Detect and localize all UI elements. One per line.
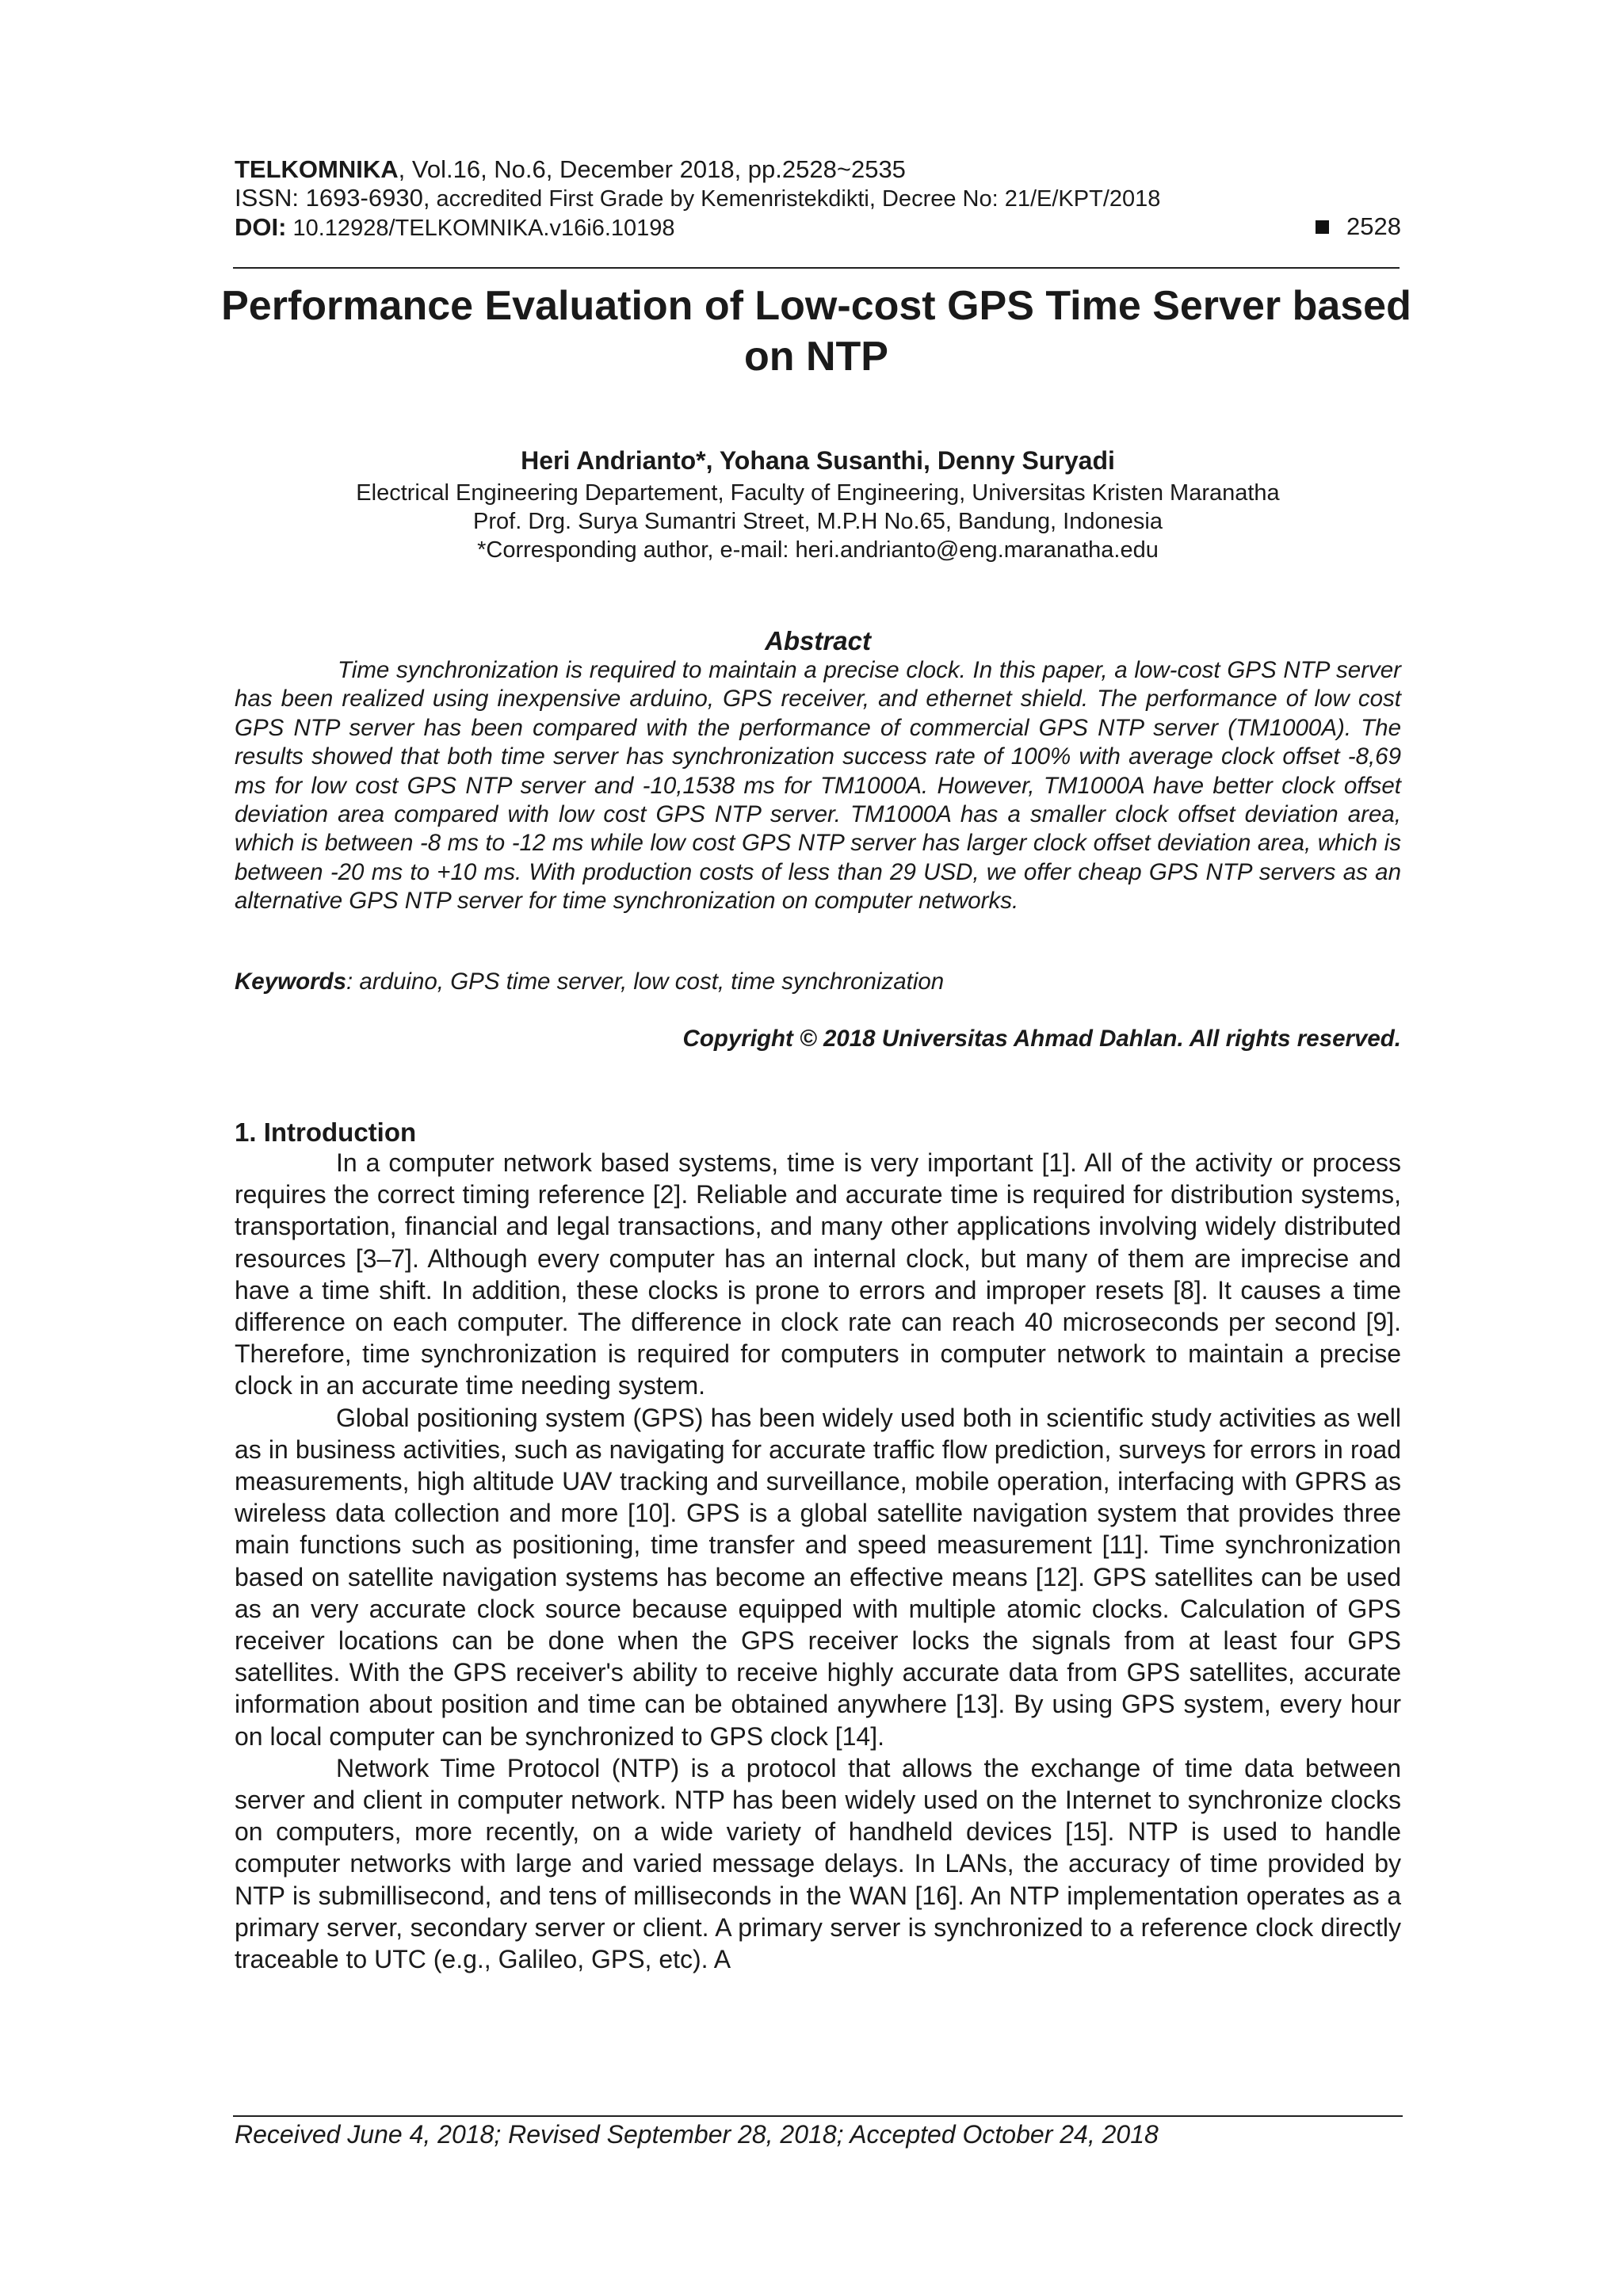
journal-header — [235, 155, 1401, 243]
doi-label: DOI: — [235, 213, 287, 241]
doi-value: 10.12928/TELKOMNIKA.v16i6.10198 — [286, 216, 675, 241]
body-paragraph: In a computer network based systems, time is very important [1]. All of the activity or process requires the correct timing reference [2]. Reliable and accurate time is required for distribution systems, transportation, financial and legal transactions, and many other applications involving widely distributed resources [3–7]. Although every computer has an internal clock, but many of them are imprecise and have a time shift. In addition, these clocks is prone to errors and improper resets [8]. It causes a time difference on each computer. The difference in clock rate can reach 40 microseconds per second [9]. Therefore, time synchronization is required for computers in computer network to maintain a precise clock in an accurate time needing system. — [235, 1148, 1401, 1400]
page-number-block — [1316, 212, 1401, 241]
keywords — [235, 968, 1401, 995]
issn-line — [235, 184, 1401, 213]
affiliation — [235, 479, 1401, 564]
affiliation-line: Prof. Drg. Surya Sumantri Street, M.P.H No.65, Bandung, Indonesia — [473, 509, 1163, 534]
keywords-text: : arduino, GPS time server, low cost, time synchronization — [346, 968, 945, 995]
journal-name: TELKOMNIKA — [235, 155, 399, 183]
square-bullet-icon — [1316, 220, 1329, 234]
header-divider — [233, 267, 1400, 269]
keywords-label: Keywords — [235, 968, 346, 995]
authors: Heri Andrianto*, Yohana Susanthi, Denny Suryadi — [521, 446, 1115, 475]
body-paragraph: Network Time Protocol (NTP) is a protocol that allows the exchange of time data between server and client in computer network. NTP has been widely used on the Internet to synchronize clocks on computers, more recently, on a wide variety of handheld devices [15]. NTP is used to handle computer networks with large and varied message delays. In LANs, the accuracy of time provided by NTP is submillisecond, and tens of milliseconds in the WAN [16]. An NTP implementation operates as a primary server, secondary server or client. A primary server is synchronized to a reference clock directly traceable to UTC (e.g., Galileo, GPS, etc). A — [235, 1753, 1401, 1974]
affiliation-line: Electrical Engineering Departement, Faculty of Engineering, Universitas Kristen Maranatha — [356, 480, 1280, 506]
abstract-heading: Abstract — [765, 626, 871, 655]
accreditation: accredited First Grade by Kemenristekdikti, Decree No: 21/E/KPT/2018 — [430, 186, 1161, 212]
copyright: Copyright © 2018 Universitas Ahmad Dahlan. All rights reserved. — [682, 1026, 1401, 1052]
page-number: 2528 — [1346, 212, 1401, 240]
corresponding-author: *Corresponding author, e-mail: heri.andrianto@eng.maranatha.edu — [477, 537, 1159, 563]
section-body — [235, 1147, 1401, 1975]
section-heading: 1. Introduction — [235, 1117, 417, 1147]
journal-line — [235, 155, 1401, 184]
paper-title: Performance Evaluation of Low-cost GPS Time Server based on NTP — [221, 283, 1411, 380]
body-paragraph: Global positioning system (GPS) has been widely used both in scientific study activities as well as in business activities, such as navigating for accurate traffic flow prediction, surveys for errors in road measurements, high altitude UAV tracking and surveillance, mobile operation, interfacing with GPRS as wireless data collection and more [10]. GPS is a global satellite navigation system that provides three main functions such as positioning, time transfer and speed measurement [11]. Time synchronization based on satellite navigation systems has become an effective means [12]. GPS satellites can be used as an very accurate clock source because equipped with multiple atomic clocks. Calculation of GPS receiver locations can be done when the GPS receiver locks the signals from at least four GPS satellites. With the GPS receiver's ability to receive highly accurate data from GPS satellites, accurate information about position and time can be obtained anywhere [13]. By using GPS system, every hour on local computer can be synchronized to GPS clock [14]. — [235, 1403, 1401, 1751]
issn: ISSN: 1693-6930, — [235, 184, 430, 212]
footer-divider — [233, 2115, 1403, 2117]
doi-line — [235, 213, 1401, 243]
abstract-text: Time synchronization is required to maintain a precise clock. In this paper, a low-cost GPS NTP server has been realized using inexpensive arduino, GPS receiver, and ethernet shield. The performance of low cost GPS NTP server has been compared with the performance of commercial GPS NTP server (TM1000A). The results showed that both time server has synchronization success rate of 100% with average clock offset -8,69 ms for low cost GPS NTP server and -10,1538 ms for TM1000A. However, TM1000A have better clock offset deviation area compared with low cost GPS NTP server. TM1000A has a smaller clock offset deviation area, which is between -8 ms to -12 ms while low cost GPS NTP server has larger clock offset deviation area, which is between -20 ms to +10 ms. With production costs of less than 29 USD, we offer cheap GPS NTP servers as an alternative GPS NTP server for time synchronization on computer networks. — [235, 657, 1401, 915]
volume-info: , Vol.16, No.6, December 2018, pp.2528~2535 — [398, 155, 906, 183]
received-dates: Received June 4, 2018; Revised September 28, 2018; Accepted October 24, 2018 — [235, 2120, 1159, 2149]
